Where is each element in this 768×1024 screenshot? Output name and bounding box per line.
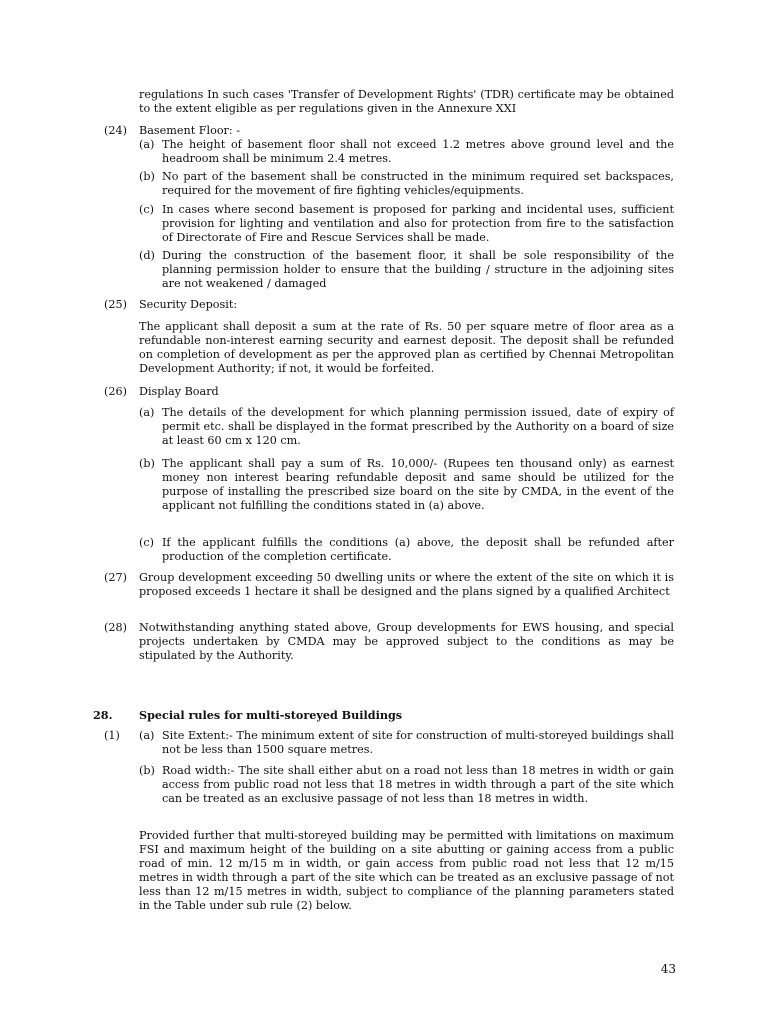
rule-title-security-deposit: Security Deposit: bbox=[139, 298, 238, 311]
rule-number-24: (24) bbox=[104, 124, 127, 137]
intro-paragraph: regulations In such cases 'Transfer of Development Rights' (TDR) certificate may be obtained to the extent eligible as per regulations given in the Annexure XXI bbox=[139, 88, 674, 115]
sub-text: Site Extent:- The minimum extent of site for construction of multi-storeyed buildings shall not be less than 1500 square metres. bbox=[162, 729, 674, 756]
rule-title-display-board: Display Board bbox=[139, 385, 219, 398]
section-number: 28. bbox=[93, 708, 113, 722]
rule-26-sub-b bbox=[139, 457, 674, 513]
sub-text: Road width:- The site shall either abut on a road not less than 18 metres in width or gain access from public road not less that 18 metres in width through a part of the site which can be treated as an exclusive passage of not less than 18 metres in width. bbox=[162, 764, 674, 805]
sub-label: (b) bbox=[139, 170, 155, 183]
sub-text: If the applicant fulfills the conditions (a) above, the deposit shall be refunded after production of the completion certificate. bbox=[162, 536, 674, 563]
rule-28-text: Notwithstanding anything stated above, Group developments for EWS housing, and special projects undertaken by CMDA may be approved subject to the conditions as may be stipulated by the Authority. bbox=[139, 621, 674, 662]
section-item-number: (1) bbox=[104, 729, 120, 742]
sub-label: (a) bbox=[139, 138, 155, 151]
rule-26-sub-a bbox=[139, 406, 674, 448]
rule-24-sub-c bbox=[139, 203, 674, 245]
sub-text: During the construction of the basement floor, it shall be sole responsibility of the planning permission holder to ensure that the building / structure in the adjoining sites are not weakened / damaged bbox=[162, 249, 674, 290]
sub-text: The applicant shall pay a sum of Rs. 10,000/- (Rupees ten thousand only) as earnest money non interest bearing refundable deposit and same should be utilized for the purpose of installing the prescribed size board on the site by CMDA, in the event of the applicant not fulfilling the conditions stated in (a) above. bbox=[162, 457, 674, 512]
proviso-paragraph: Provided further that multi-storeyed building may be permitted with limitations on maximum FSI and maximum height of the building on a site abutting or gaining access from a public road of min. 12 m/15 m in width, or gain access from public road not less that 12 m/15 metres in width through a part of the site which can be treated as an exclusive passage of not less than 12 m/15 metres in width, subject to compliance of the planning parameters stated in the Table under sub rule (2) below. bbox=[139, 829, 674, 912]
rule-24-sub-a bbox=[139, 138, 674, 166]
rule-number-26: (26) bbox=[104, 385, 127, 398]
sub-label: (c) bbox=[139, 203, 154, 216]
rule-24-sub-d bbox=[139, 249, 674, 291]
sub-text: In cases where second basement is proposed for parking and incidental uses, sufficient provision for lighting and ventilation and also for protection from fire to the satisfaction of Directorate of Fire and Rescue Services shall be made. bbox=[162, 203, 674, 244]
page-number: 43 bbox=[660, 962, 676, 976]
section-sub-a bbox=[139, 729, 674, 757]
rule-number-27: (27) bbox=[104, 571, 127, 584]
sub-label: (b) bbox=[139, 764, 155, 777]
rule-title-basement-floor: Basement Floor: - bbox=[139, 124, 241, 137]
rule-27-text: Group development exceeding 50 dwelling units or where the extent of the site on which it is proposed exceeds 1 hectare it shall be designed and the plans signed by a qualified Architect bbox=[139, 571, 674, 598]
rule-number-25: (25) bbox=[104, 298, 127, 311]
sub-label: (d) bbox=[139, 249, 155, 262]
rule-number-28: (28) bbox=[104, 621, 127, 634]
sub-text: The details of the development for which planning permission issued, date of expiry of permit etc. shall be displayed in the format prescribed by the Authority on a board of size at least 60 cm x 120 cm. bbox=[162, 406, 674, 447]
section-sub-b bbox=[139, 764, 674, 806]
rule-24-sub-b bbox=[139, 170, 674, 198]
sub-text: The height of basement floor shall not exceed 1.2 metres above ground level and the headroom shall be minimum 2.4 metres. bbox=[162, 138, 674, 165]
security-deposit-paragraph: The applicant shall deposit a sum at the rate of Rs. 50 per square metre of floor area as a refundable non-interest earning security and earnest deposit. The deposit shall be refunded on completion of development as per the approved plan as certified by Chennai Metropolitan Development Authority; if not, it would be forfeited. bbox=[139, 320, 674, 375]
rule-26-sub-c bbox=[139, 536, 674, 564]
sub-label: (a) bbox=[139, 729, 155, 742]
sub-label: (c) bbox=[139, 536, 154, 549]
sub-label: (b) bbox=[139, 457, 155, 470]
sub-text: No part of the basement shall be constructed in the minimum required set backspaces, required for the movement of fire fighting vehicles/equipments. bbox=[162, 170, 674, 197]
section-title: Special rules for multi-storeyed Buildings bbox=[139, 708, 403, 722]
sub-label: (a) bbox=[139, 406, 155, 419]
